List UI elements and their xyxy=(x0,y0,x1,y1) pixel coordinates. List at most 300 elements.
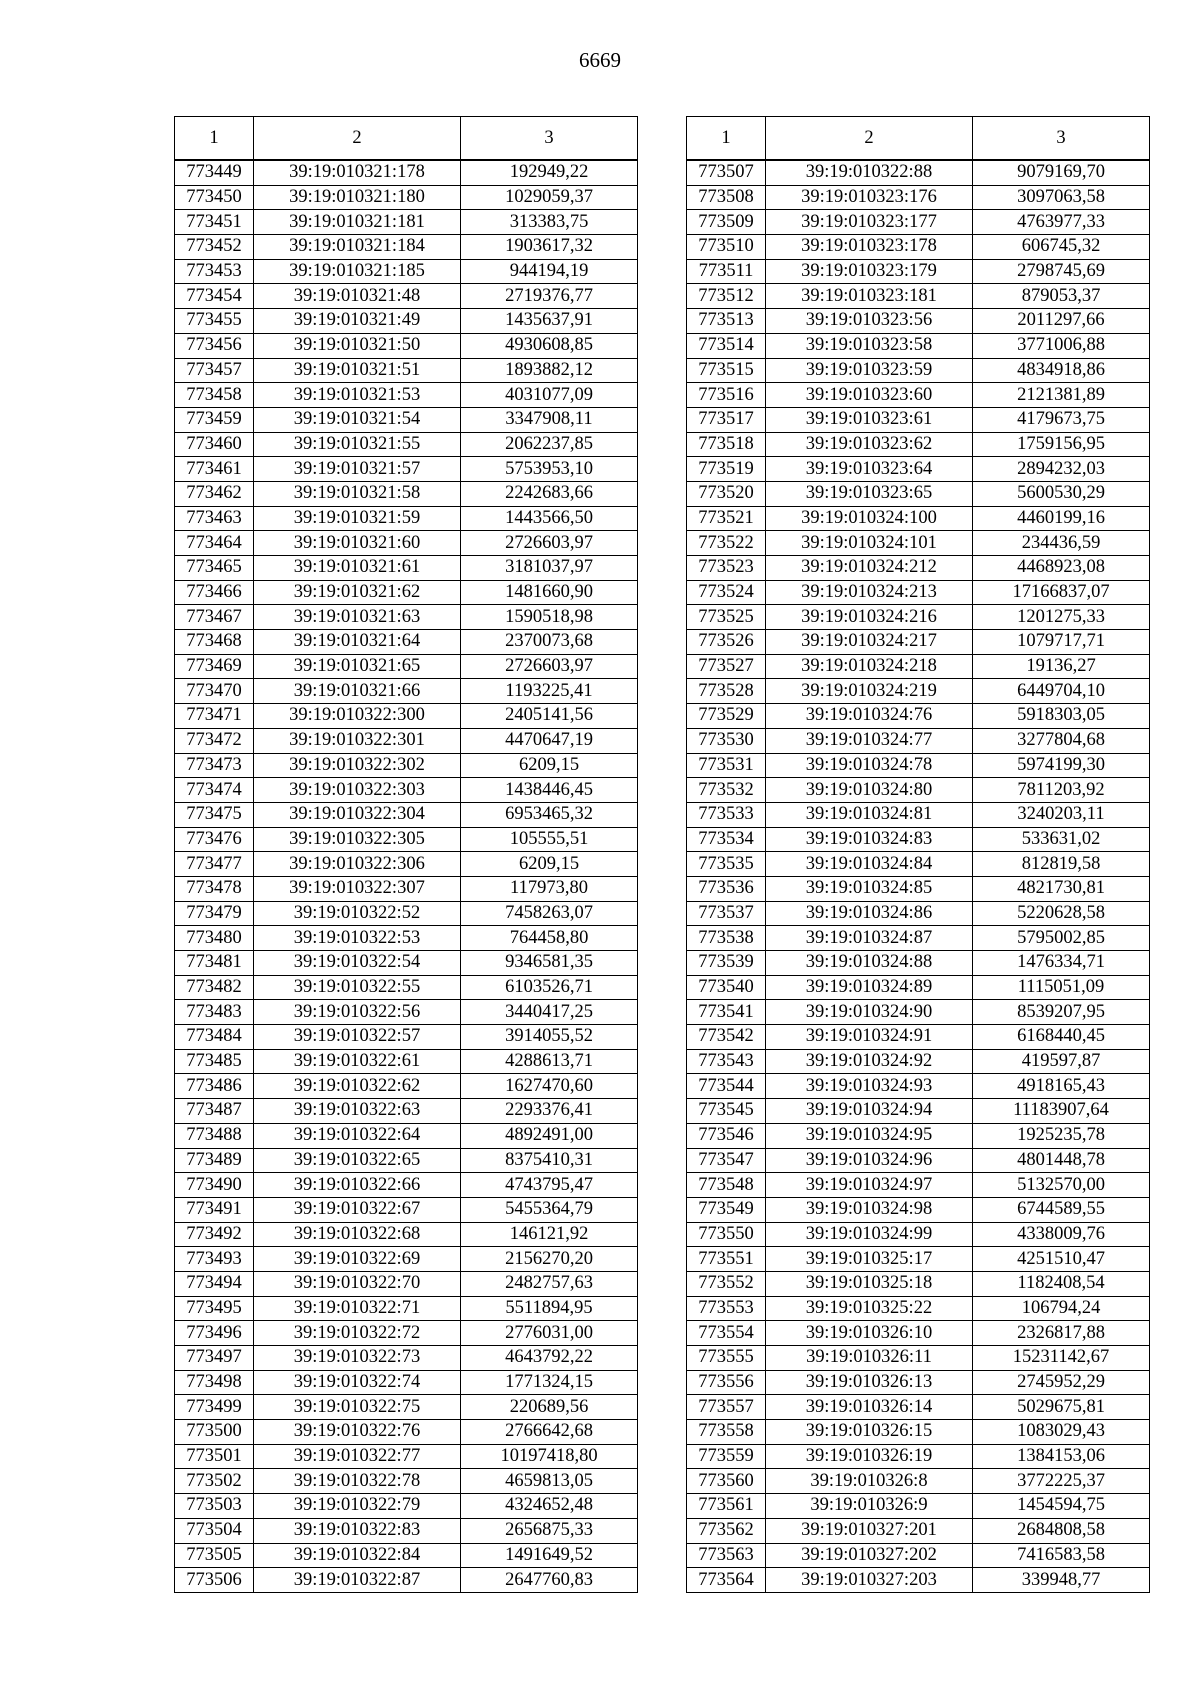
value-cell: 2684808,58 xyxy=(973,1518,1150,1543)
value-cell: 2370073,68 xyxy=(461,630,638,655)
row-number-cell: 773476 xyxy=(175,827,254,852)
table-row xyxy=(687,1222,1150,1247)
table-row xyxy=(175,1173,638,1198)
row-number-cell: 773507 xyxy=(687,160,766,185)
value-cell: 8375410,31 xyxy=(461,1148,638,1173)
cadastral-number-cell: 39:19:010321:180 xyxy=(254,185,461,210)
value-cell: 10197418,80 xyxy=(461,1444,638,1469)
row-number-cell: 773500 xyxy=(175,1420,254,1445)
value-cell: 17166837,07 xyxy=(973,580,1150,605)
row-number-cell: 773518 xyxy=(687,432,766,457)
value-cell: 812819,58 xyxy=(973,852,1150,877)
value-cell: 1193225,41 xyxy=(461,679,638,704)
table-row xyxy=(175,679,638,704)
cadastral-number-cell: 39:19:010324:93 xyxy=(766,1074,973,1099)
value-cell: 1182408,54 xyxy=(973,1271,1150,1296)
cadastral-number-cell: 39:19:010322:61 xyxy=(254,1049,461,1074)
table-row xyxy=(687,185,1150,210)
cadastral-number-cell: 39:19:010322:63 xyxy=(254,1099,461,1124)
row-number-cell: 773530 xyxy=(687,728,766,753)
table-row xyxy=(175,160,638,185)
value-cell: 4324652,48 xyxy=(461,1494,638,1519)
table-row xyxy=(175,827,638,852)
value-cell: 3347908,11 xyxy=(461,407,638,432)
cadastral-number-cell: 39:19:010326:11 xyxy=(766,1346,973,1371)
table-row xyxy=(175,654,638,679)
cadastral-number-cell: 39:19:010321:178 xyxy=(254,160,461,185)
value-cell: 4834918,86 xyxy=(973,358,1150,383)
value-cell: 4460199,16 xyxy=(973,506,1150,531)
row-number-cell: 773555 xyxy=(687,1346,766,1371)
table-row xyxy=(687,1518,1150,1543)
row-number-cell: 773497 xyxy=(175,1346,254,1371)
row-number-cell: 773529 xyxy=(687,704,766,729)
row-number-cell: 773451 xyxy=(175,210,254,235)
table-row xyxy=(687,1000,1150,1025)
value-cell: 2726603,97 xyxy=(461,531,638,556)
value-cell: 4288613,71 xyxy=(461,1049,638,1074)
column-header-2: 2 xyxy=(766,117,973,161)
table-row xyxy=(687,802,1150,827)
cadastral-number-cell: 39:19:010322:76 xyxy=(254,1420,461,1445)
row-number-cell: 773527 xyxy=(687,654,766,679)
cadastral-number-cell: 39:19:010322:305 xyxy=(254,827,461,852)
row-number-cell: 773502 xyxy=(175,1469,254,1494)
table-row xyxy=(687,728,1150,753)
cadastral-number-cell: 39:19:010326:19 xyxy=(766,1444,973,1469)
row-number-cell: 773464 xyxy=(175,531,254,556)
table-row xyxy=(687,1321,1150,1346)
cadastral-number-cell: 39:19:010324:216 xyxy=(766,605,973,630)
cadastral-number-cell: 39:19:010321:184 xyxy=(254,235,461,260)
cadastral-number-cell: 39:19:010321:55 xyxy=(254,432,461,457)
row-number-cell: 773466 xyxy=(175,580,254,605)
table-row xyxy=(175,309,638,334)
value-cell: 2011297,66 xyxy=(973,309,1150,334)
table-row xyxy=(687,160,1150,185)
table-row xyxy=(175,432,638,457)
row-number-cell: 773543 xyxy=(687,1049,766,1074)
table-row xyxy=(175,753,638,778)
row-number-cell: 773559 xyxy=(687,1444,766,1469)
row-number-cell: 773495 xyxy=(175,1296,254,1321)
value-cell: 6103526,71 xyxy=(461,975,638,1000)
value-cell: 2647760,83 xyxy=(461,1568,638,1593)
value-cell: 4468923,08 xyxy=(973,556,1150,581)
row-number-cell: 773552 xyxy=(687,1271,766,1296)
row-number-cell: 773480 xyxy=(175,926,254,951)
row-number-cell: 773486 xyxy=(175,1074,254,1099)
value-cell: 5600530,29 xyxy=(973,481,1150,506)
value-cell: 1491649,52 xyxy=(461,1543,638,1568)
table-row xyxy=(175,1049,638,1074)
cadastral-number-cell: 39:19:010322:77 xyxy=(254,1444,461,1469)
row-number-cell: 773523 xyxy=(687,556,766,581)
row-number-cell: 773478 xyxy=(175,876,254,901)
row-number-cell: 773491 xyxy=(175,1197,254,1222)
value-cell: 4470647,19 xyxy=(461,728,638,753)
table-row xyxy=(687,481,1150,506)
value-cell: 4659813,05 xyxy=(461,1469,638,1494)
row-number-cell: 773513 xyxy=(687,309,766,334)
table-row xyxy=(175,259,638,284)
value-cell: 6449704,10 xyxy=(973,679,1150,704)
value-cell: 3277804,68 xyxy=(973,728,1150,753)
value-cell: 1029059,37 xyxy=(461,185,638,210)
row-number-cell: 773540 xyxy=(687,975,766,1000)
row-number-cell: 773494 xyxy=(175,1271,254,1296)
value-cell: 1201275,33 xyxy=(973,605,1150,630)
row-number-cell: 773536 xyxy=(687,876,766,901)
value-cell: 3240203,11 xyxy=(973,802,1150,827)
row-number-cell: 773473 xyxy=(175,753,254,778)
table-row xyxy=(687,259,1150,284)
row-number-cell: 773489 xyxy=(175,1148,254,1173)
table-row xyxy=(175,975,638,1000)
row-number-cell: 773468 xyxy=(175,630,254,655)
cadastral-number-cell: 39:19:010323:60 xyxy=(766,383,973,408)
row-number-cell: 773526 xyxy=(687,630,766,655)
value-cell: 5918303,05 xyxy=(973,704,1150,729)
table-row xyxy=(175,1420,638,1445)
table-row xyxy=(687,1346,1150,1371)
value-cell: 2405141,56 xyxy=(461,704,638,729)
value-cell: 5455364,79 xyxy=(461,1197,638,1222)
cadastral-number-cell: 39:19:010321:58 xyxy=(254,481,461,506)
table-row xyxy=(175,1247,638,1272)
row-number-cell: 773516 xyxy=(687,383,766,408)
row-number-cell: 773456 xyxy=(175,333,254,358)
value-cell: 5974199,30 xyxy=(973,753,1150,778)
cadastral-number-cell: 39:19:010322:56 xyxy=(254,1000,461,1025)
value-cell: 2766642,68 xyxy=(461,1420,638,1445)
row-number-cell: 773472 xyxy=(175,728,254,753)
table-row xyxy=(175,1518,638,1543)
row-number-cell: 773493 xyxy=(175,1247,254,1272)
table-row xyxy=(175,457,638,482)
row-number-cell: 773539 xyxy=(687,951,766,976)
row-number-cell: 773562 xyxy=(687,1518,766,1543)
value-cell: 9079169,70 xyxy=(973,160,1150,185)
value-cell: 5220628,58 xyxy=(973,901,1150,926)
row-number-cell: 773492 xyxy=(175,1222,254,1247)
row-number-cell: 773506 xyxy=(175,1568,254,1593)
value-cell: 105555,51 xyxy=(461,827,638,852)
table-row xyxy=(687,333,1150,358)
table-row xyxy=(687,1370,1150,1395)
cadastral-number-cell: 39:19:010323:64 xyxy=(766,457,973,482)
table-row xyxy=(175,1346,638,1371)
table-row xyxy=(687,1099,1150,1124)
table-row xyxy=(175,605,638,630)
row-number-cell: 773525 xyxy=(687,605,766,630)
cadastral-number-cell: 39:19:010324:84 xyxy=(766,852,973,877)
value-cell: 5753953,10 xyxy=(461,457,638,482)
table-row xyxy=(175,358,638,383)
row-number-cell: 773474 xyxy=(175,778,254,803)
table-row xyxy=(175,531,638,556)
row-number-cell: 773532 xyxy=(687,778,766,803)
table-row xyxy=(687,704,1150,729)
cadastral-number-cell: 39:19:010326:13 xyxy=(766,1370,973,1395)
row-number-cell: 773524 xyxy=(687,580,766,605)
value-cell: 192949,22 xyxy=(461,160,638,185)
table-row xyxy=(687,580,1150,605)
column-header-1: 1 xyxy=(687,117,766,161)
value-cell: 879053,37 xyxy=(973,284,1150,309)
value-cell: 2894232,03 xyxy=(973,457,1150,482)
table-row xyxy=(687,1296,1150,1321)
table-row xyxy=(175,778,638,803)
cadastral-number-cell: 39:19:010324:217 xyxy=(766,630,973,655)
cadastral-number-cell: 39:19:010324:94 xyxy=(766,1099,973,1124)
value-cell: 6168440,45 xyxy=(973,1025,1150,1050)
table-row xyxy=(687,1173,1150,1198)
cadastral-number-cell: 39:19:010322:74 xyxy=(254,1370,461,1395)
cadastral-number-cell: 39:19:010326:8 xyxy=(766,1469,973,1494)
value-cell: 419597,87 xyxy=(973,1049,1150,1074)
row-number-cell: 773459 xyxy=(175,407,254,432)
table-row xyxy=(687,1074,1150,1099)
table-row xyxy=(687,1420,1150,1445)
value-cell: 4930608,85 xyxy=(461,333,638,358)
cadastral-number-cell: 39:19:010322:53 xyxy=(254,926,461,951)
row-number-cell: 773510 xyxy=(687,235,766,260)
table-row xyxy=(175,1494,638,1519)
row-number-cell: 773460 xyxy=(175,432,254,457)
column-header-3: 3 xyxy=(461,117,638,161)
column-header-3: 3 xyxy=(973,117,1150,161)
table-row xyxy=(687,827,1150,852)
cadastral-number-cell: 39:19:010322:64 xyxy=(254,1123,461,1148)
cadastral-number-cell: 39:19:010324:87 xyxy=(766,926,973,951)
value-cell: 1454594,75 xyxy=(973,1494,1150,1519)
row-number-cell: 773519 xyxy=(687,457,766,482)
cadastral-number-cell: 39:19:010322:88 xyxy=(766,160,973,185)
cadastral-number-cell: 39:19:010324:86 xyxy=(766,901,973,926)
table-row xyxy=(687,926,1150,951)
row-number-cell: 773512 xyxy=(687,284,766,309)
table-row xyxy=(687,876,1150,901)
value-cell: 9346581,35 xyxy=(461,951,638,976)
table-row xyxy=(687,383,1150,408)
value-cell: 2242683,66 xyxy=(461,481,638,506)
value-cell: 4251510,47 xyxy=(973,1247,1150,1272)
table-row xyxy=(175,1025,638,1050)
value-cell: 5132570,00 xyxy=(973,1173,1150,1198)
value-cell: 2745952,29 xyxy=(973,1370,1150,1395)
row-number-cell: 773458 xyxy=(175,383,254,408)
cadastral-number-cell: 39:19:010322:66 xyxy=(254,1173,461,1198)
value-cell: 4801448,78 xyxy=(973,1148,1150,1173)
cadastral-number-cell: 39:19:010322:304 xyxy=(254,802,461,827)
table-row xyxy=(175,704,638,729)
table-row xyxy=(175,951,638,976)
table-row xyxy=(687,901,1150,926)
value-cell: 1903617,32 xyxy=(461,235,638,260)
table-row xyxy=(687,951,1150,976)
value-cell: 7416583,58 xyxy=(973,1543,1150,1568)
cadastral-number-cell: 39:19:010324:85 xyxy=(766,876,973,901)
table-row xyxy=(175,1543,638,1568)
value-cell: 1435637,91 xyxy=(461,309,638,334)
row-number-cell: 773561 xyxy=(687,1494,766,1519)
value-cell: 2156270,20 xyxy=(461,1247,638,1272)
cadastral-number-cell: 39:19:010322:306 xyxy=(254,852,461,877)
value-cell: 3097063,58 xyxy=(973,185,1150,210)
table-row xyxy=(175,1296,638,1321)
row-number-cell: 773548 xyxy=(687,1173,766,1198)
cadastral-number-cell: 39:19:010322:57 xyxy=(254,1025,461,1050)
table-row xyxy=(175,1148,638,1173)
value-cell: 6209,15 xyxy=(461,852,638,877)
value-cell: 5795002,85 xyxy=(973,926,1150,951)
cadastral-number-cell: 39:19:010321:53 xyxy=(254,383,461,408)
table-row xyxy=(175,1370,638,1395)
table-row xyxy=(175,333,638,358)
value-cell: 1759156,95 xyxy=(973,432,1150,457)
right-table xyxy=(686,116,1150,1593)
table-row xyxy=(175,1000,638,1025)
cadastral-number-cell: 39:19:010322:72 xyxy=(254,1321,461,1346)
row-number-cell: 773462 xyxy=(175,481,254,506)
table-row xyxy=(175,407,638,432)
value-cell: 1893882,12 xyxy=(461,358,638,383)
cadastral-number-cell: 39:19:010324:78 xyxy=(766,753,973,778)
row-number-cell: 773544 xyxy=(687,1074,766,1099)
cadastral-number-cell: 39:19:010321:62 xyxy=(254,580,461,605)
cadastral-number-cell: 39:19:010322:303 xyxy=(254,778,461,803)
table-row xyxy=(687,1494,1150,1519)
table-row xyxy=(175,1222,638,1247)
cadastral-number-cell: 39:19:010322:78 xyxy=(254,1469,461,1494)
row-number-cell: 773455 xyxy=(175,309,254,334)
cadastral-number-cell: 39:19:010321:63 xyxy=(254,605,461,630)
table-row xyxy=(175,506,638,531)
table-row xyxy=(175,1321,638,1346)
value-cell: 2726603,97 xyxy=(461,654,638,679)
value-cell: 106794,24 xyxy=(973,1296,1150,1321)
table-row xyxy=(175,926,638,951)
table-row xyxy=(687,407,1150,432)
value-cell: 1079717,71 xyxy=(973,630,1150,655)
cadastral-number-cell: 39:19:010323:61 xyxy=(766,407,973,432)
value-cell: 1115051,09 xyxy=(973,975,1150,1000)
row-number-cell: 773549 xyxy=(687,1197,766,1222)
row-number-cell: 773546 xyxy=(687,1123,766,1148)
cadastral-number-cell: 39:19:010322:87 xyxy=(254,1568,461,1593)
table-row xyxy=(687,753,1150,778)
cadastral-number-cell: 39:19:010322:84 xyxy=(254,1543,461,1568)
cadastral-number-cell: 39:19:010326:14 xyxy=(766,1395,973,1420)
cadastral-number-cell: 39:19:010322:70 xyxy=(254,1271,461,1296)
row-number-cell: 773487 xyxy=(175,1099,254,1124)
table-row xyxy=(687,432,1150,457)
table-row xyxy=(687,654,1150,679)
table-row xyxy=(175,876,638,901)
row-number-cell: 773454 xyxy=(175,284,254,309)
row-number-cell: 773520 xyxy=(687,481,766,506)
value-cell: 7458263,07 xyxy=(461,901,638,926)
value-cell: 3181037,97 xyxy=(461,556,638,581)
value-cell: 4338009,76 xyxy=(973,1222,1150,1247)
cadastral-number-cell: 39:19:010321:59 xyxy=(254,506,461,531)
value-cell: 4179673,75 xyxy=(973,407,1150,432)
value-cell: 3772225,37 xyxy=(973,1469,1150,1494)
table-row xyxy=(687,630,1150,655)
table-row xyxy=(687,679,1150,704)
cadastral-number-cell: 39:19:010321:48 xyxy=(254,284,461,309)
row-number-cell: 773551 xyxy=(687,1247,766,1272)
cadastral-number-cell: 39:19:010322:302 xyxy=(254,753,461,778)
cadastral-number-cell: 39:19:010322:301 xyxy=(254,728,461,753)
table-row xyxy=(687,531,1150,556)
cadastral-number-cell: 39:19:010324:77 xyxy=(766,728,973,753)
column-header-1: 1 xyxy=(175,117,254,161)
value-cell: 4031077,09 xyxy=(461,383,638,408)
value-cell: 4892491,00 xyxy=(461,1123,638,1148)
table-row xyxy=(687,1148,1150,1173)
row-number-cell: 773541 xyxy=(687,1000,766,1025)
value-cell: 2293376,41 xyxy=(461,1099,638,1124)
table-row xyxy=(687,1025,1150,1050)
row-number-cell: 773503 xyxy=(175,1494,254,1519)
value-cell: 15231142,67 xyxy=(973,1346,1150,1371)
value-cell: 146121,92 xyxy=(461,1222,638,1247)
cadastral-number-cell: 39:19:010326:15 xyxy=(766,1420,973,1445)
cadastral-number-cell: 39:19:010323:176 xyxy=(766,185,973,210)
cadastral-number-cell: 39:19:010321:65 xyxy=(254,654,461,679)
value-cell: 4821730,81 xyxy=(973,876,1150,901)
cadastral-number-cell: 39:19:010321:49 xyxy=(254,309,461,334)
cadastral-number-cell: 39:19:010324:83 xyxy=(766,827,973,852)
table-row xyxy=(175,1271,638,1296)
row-number-cell: 773483 xyxy=(175,1000,254,1025)
row-number-cell: 773450 xyxy=(175,185,254,210)
row-number-cell: 773501 xyxy=(175,1444,254,1469)
value-cell: 1590518,98 xyxy=(461,605,638,630)
table-row xyxy=(687,1395,1150,1420)
row-number-cell: 773521 xyxy=(687,506,766,531)
cadastral-number-cell: 39:19:010321:54 xyxy=(254,407,461,432)
row-number-cell: 773557 xyxy=(687,1395,766,1420)
cadastral-number-cell: 39:19:010324:92 xyxy=(766,1049,973,1074)
table-row xyxy=(175,1444,638,1469)
table-row xyxy=(687,210,1150,235)
row-number-cell: 773508 xyxy=(687,185,766,210)
cadastral-number-cell: 39:19:010322:67 xyxy=(254,1197,461,1222)
value-cell: 2719376,77 xyxy=(461,284,638,309)
value-cell: 6953465,32 xyxy=(461,802,638,827)
table-row xyxy=(687,1469,1150,1494)
row-number-cell: 773564 xyxy=(687,1568,766,1593)
value-cell: 1476334,71 xyxy=(973,951,1150,976)
row-number-cell: 773538 xyxy=(687,926,766,951)
value-cell: 339948,77 xyxy=(973,1568,1150,1593)
row-number-cell: 773528 xyxy=(687,679,766,704)
value-cell: 5029675,81 xyxy=(973,1395,1150,1420)
row-number-cell: 773484 xyxy=(175,1025,254,1050)
table-row xyxy=(687,309,1150,334)
cadastral-number-cell: 39:19:010323:177 xyxy=(766,210,973,235)
value-cell: 6744589,55 xyxy=(973,1197,1150,1222)
row-number-cell: 773453 xyxy=(175,259,254,284)
row-number-cell: 773498 xyxy=(175,1370,254,1395)
cadastral-number-cell: 39:19:010323:65 xyxy=(766,481,973,506)
value-cell: 1481660,90 xyxy=(461,580,638,605)
value-cell: 7811203,92 xyxy=(973,778,1150,803)
page-number: 6669 xyxy=(579,48,621,72)
